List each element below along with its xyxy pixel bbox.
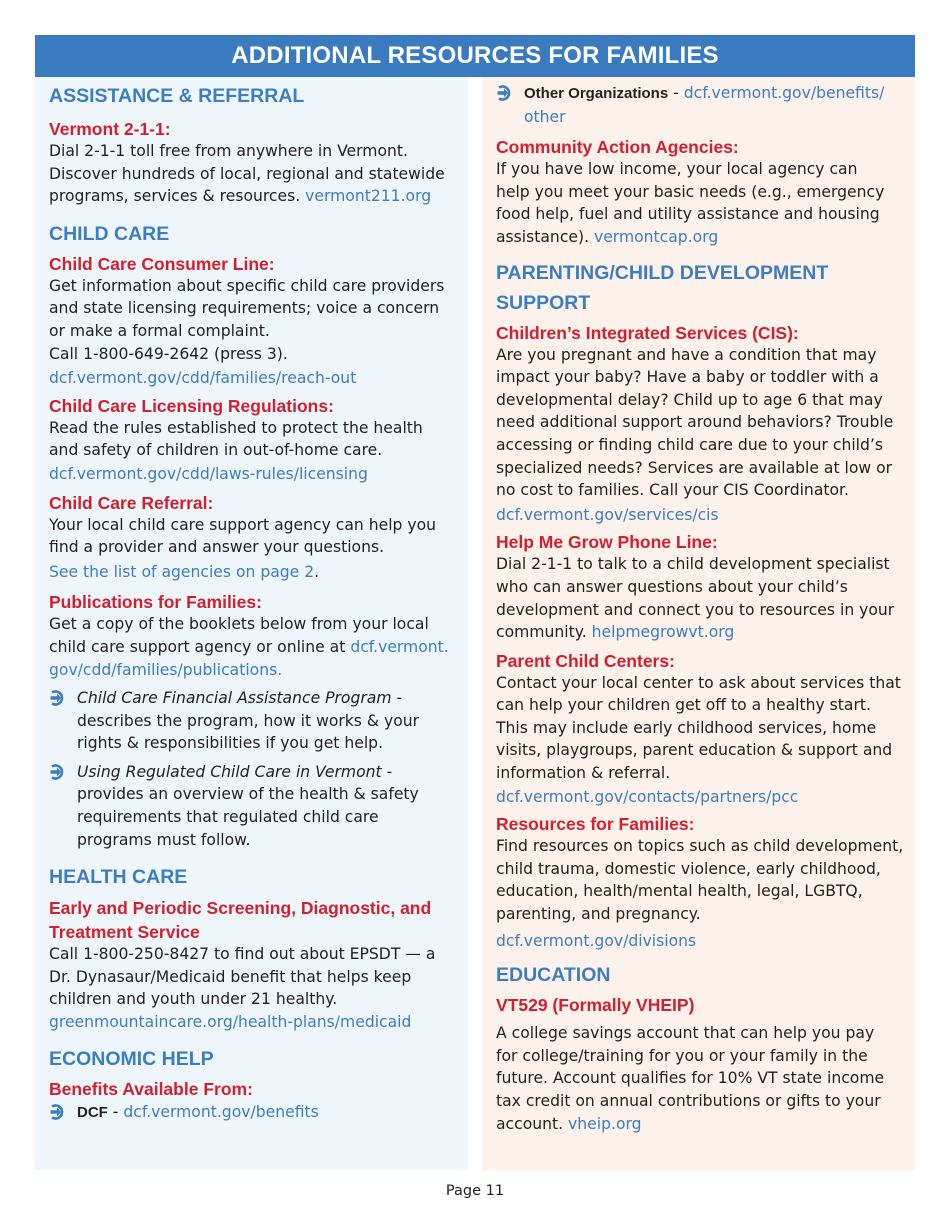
section-education-heading: EDUCATION xyxy=(496,964,611,987)
body-line: impact your baby? Have a baby or toddler with a xyxy=(496,368,879,387)
body-line: children and youth under 21 healthy. xyxy=(49,990,338,1009)
help-me-grow-body xyxy=(496,553,902,643)
dash: - xyxy=(668,84,684,102)
page-banner: ADDITIONAL RESOURCES FOR FAMILIES xyxy=(35,35,915,77)
arrow-bullet-icon xyxy=(49,690,65,706)
body-line: programs, services & resources. xyxy=(49,187,306,206)
publications-link-part1[interactable]: dcf.vermont. xyxy=(350,637,449,656)
body-line: Discover hundreds of local, regional and statewide xyxy=(49,164,445,183)
body-line: who can answer questions about your child’s xyxy=(496,577,848,596)
publications-title: Publications for Families: xyxy=(49,592,262,613)
arrow-bullet-icon xyxy=(49,764,65,780)
body-line: and safety of children in out-of-home care. xyxy=(49,441,383,460)
body-line: account. xyxy=(496,1114,569,1133)
body-line: development and connect you to resources in your xyxy=(496,600,895,619)
licensing-body xyxy=(49,417,455,486)
vt529-body xyxy=(496,1022,902,1135)
bullet-item xyxy=(49,761,455,851)
body-line: can help your children get off to a healthy start. xyxy=(496,696,871,715)
period: . xyxy=(314,562,320,581)
body-line: rights & responsibilities if you get help. xyxy=(77,734,384,753)
body-line: education, health/mental health, legal, LGBTQ, xyxy=(496,882,863,901)
page-number: Page 11 xyxy=(445,1183,505,1199)
benefits-title: Benefits Available From: xyxy=(49,1078,253,1099)
body-line: Call 1-800-250-8427 to find out about EPSDT — a xyxy=(49,945,436,964)
section-economic-heading: ECONOMIC HELP xyxy=(49,1047,214,1070)
right-column xyxy=(482,77,915,1170)
parent-child-centers-title: Parent Child Centers: xyxy=(496,650,675,671)
body-line: Your local child care support agency can help you xyxy=(49,515,437,534)
arrow-bullet-icon xyxy=(49,1104,65,1120)
help-me-grow-title: Help Me Grow Phone Line: xyxy=(496,532,718,553)
other-orgs-link-part1[interactable]: dcf.vermont.gov/benefits/ xyxy=(683,84,885,102)
dcf-label: DCF xyxy=(77,1103,108,1121)
epsdt-title-line2: Treatment Service xyxy=(49,922,200,943)
dcf-benefits-link[interactable]: dcf.vermont.gov/benefits xyxy=(123,1102,319,1121)
vermont-211-title: Vermont 2-1-1: xyxy=(49,119,171,139)
cap-title: Community Action Agencies: xyxy=(496,137,739,158)
body-line: programs must follow. xyxy=(77,830,251,849)
body-line: Are you pregnant and have a condition that may xyxy=(496,345,877,364)
body-line: need additional support around behaviors? Trouble xyxy=(496,413,894,432)
booklet-dash: - xyxy=(391,689,403,708)
body-line: no cost to families. Call your CIS Coordinator. xyxy=(496,481,849,500)
parent-child-centers-body xyxy=(496,672,902,809)
consumer-line-title: Child Care Consumer Line: xyxy=(49,253,275,274)
publications-body xyxy=(49,613,455,681)
dash: - xyxy=(107,1102,124,1121)
cis-link[interactable]: dcf.vermont.gov/services/cis xyxy=(496,505,719,524)
cap-body xyxy=(496,158,902,248)
consumer-line-body xyxy=(49,275,455,390)
body-line: visits, playgroups, parent education & support and xyxy=(496,741,893,760)
body-line: Dial 2-1-1 to talk to a child development specialist xyxy=(496,555,890,574)
section-health-heading: HEALTH CARE xyxy=(49,866,188,889)
vheip-link[interactable]: vheip.org xyxy=(568,1114,642,1133)
referral-link-line xyxy=(49,561,455,584)
vermont211-link[interactable]: vermont211.org xyxy=(305,187,432,206)
body-line: Dr. Dynasaur/Medicaid benefit that helps keep xyxy=(49,967,412,986)
body-line: Find resources on topics such as child development, xyxy=(496,837,904,856)
body-line: requirements that regulated child care xyxy=(77,808,379,827)
referral-title: Child Care Referral: xyxy=(49,492,214,513)
body-line: Get information about specific child care providers xyxy=(49,276,445,295)
section-parenting-heading-line2: SUPPORT xyxy=(496,291,591,314)
body-line: information & referral. xyxy=(496,764,671,783)
body-line: or make a formal complaint. xyxy=(49,321,270,340)
other-orgs-link-part2[interactable]: other xyxy=(524,107,566,126)
agencies-page-link[interactable]: See the list of agencies on page 2 xyxy=(49,562,315,581)
body-line: parenting, and pregnancy. xyxy=(496,905,701,924)
cis-body xyxy=(496,344,902,527)
body-line: community. xyxy=(496,623,592,642)
body-line: Get a copy of the booklets below from your local xyxy=(49,615,429,634)
arrow-bullet-icon xyxy=(496,85,512,101)
body-line: This may include early childhood services, home xyxy=(496,718,877,737)
epsdt-body xyxy=(49,943,455,1033)
booklet-title: Using Regulated Child Care in Vermont xyxy=(77,762,382,781)
referral-body xyxy=(49,514,455,584)
bullet-item xyxy=(496,82,902,128)
body-line: child trauma, domestic violence, early childhood, xyxy=(496,859,881,878)
body-line: for college/training for you or your family in the xyxy=(496,1046,868,1065)
licensing-title: Child Care Licensing Regulations: xyxy=(49,395,334,416)
medicaid-link[interactable]: greenmountaincare.org/health-plans/medicaid xyxy=(49,1013,412,1032)
body-line: help you meet your basic needs (e.g., emergency xyxy=(496,182,885,201)
reach-out-link[interactable]: dcf.vermont.gov/cdd/families/reach-out xyxy=(49,369,357,388)
bullet-item xyxy=(49,1101,455,1125)
body-line: Read the rules established to protect the health xyxy=(49,418,423,437)
helpmegrow-link[interactable]: helpmegrowvt.org xyxy=(591,623,735,642)
body-line: child care support agency or online at xyxy=(49,637,351,656)
body-line: Call 1-800-649-2642 (press 3). xyxy=(49,344,288,363)
body-line: A college savings account that can help you pay xyxy=(496,1024,875,1043)
body-line: describes the program, how it works & your xyxy=(77,711,420,730)
body-line: find a provider and answer your questions. xyxy=(49,538,385,557)
body-line: developmental delay? Child up to age 6 that may xyxy=(496,390,883,409)
booklet-dash: - xyxy=(381,762,393,781)
body-line: and state licensing requirements; voice a concern xyxy=(49,299,440,318)
cis-title: Children’s Integrated Services (CIS): xyxy=(496,322,799,343)
body-line: tax credit on annual contributions or gifts to your xyxy=(496,1092,881,1110)
body-line: If you have low income, your local agency can xyxy=(496,160,858,179)
resources-for-families-body xyxy=(496,835,902,952)
vermont-211-body xyxy=(49,140,455,208)
vermontcap-link[interactable]: vermontcap.org xyxy=(593,227,719,246)
licensing-link[interactable]: dcf.vermont.gov/cdd/laws-rules/licensing xyxy=(49,464,368,483)
vt529-title: VT529 (Formally VHEIP) xyxy=(496,995,695,1016)
section-childcare-heading: CHILD CARE xyxy=(49,222,170,245)
pcc-link[interactable]: dcf.vermont.gov/contacts/partners/pcc xyxy=(496,787,799,806)
section-parenting-heading-line1: PARENTING/CHILD DEVELOPMENT xyxy=(496,261,829,284)
body-line: Dial 2-1-1 toll free from anywhere in Vermont. xyxy=(49,142,408,160)
resources-for-families-title: Resources for Families: xyxy=(496,814,695,835)
booklet-title: Child Care Financial Assistance Program xyxy=(77,689,392,708)
divisions-link[interactable]: dcf.vermont.gov/divisions xyxy=(496,931,697,950)
body-line: accessing or finding child care due to your child’s xyxy=(496,435,883,454)
publications-link-part2[interactable]: gov/cdd/families/publications. xyxy=(49,660,283,679)
body-line: assistance). xyxy=(496,227,594,246)
bullet-item xyxy=(49,687,455,755)
left-column xyxy=(35,77,468,1170)
other-organizations-label: Other Organizations xyxy=(524,85,669,102)
body-line: specialized needs? Services are available at low or xyxy=(496,458,893,477)
body-line: future. Account qualifies for 10% VT state income xyxy=(496,1069,885,1088)
body-line: Contact your local center to ask about services that xyxy=(496,673,901,692)
epsdt-title-line1: Early and Periodic Screening, Diagnostic, and xyxy=(49,898,432,919)
body-line: food help, fuel and utility assistance and housing xyxy=(496,205,880,224)
section-assistance-heading: ASSISTANCE & REFERRAL xyxy=(49,85,305,107)
body-line: provides an overview of the health & safety xyxy=(77,785,419,804)
